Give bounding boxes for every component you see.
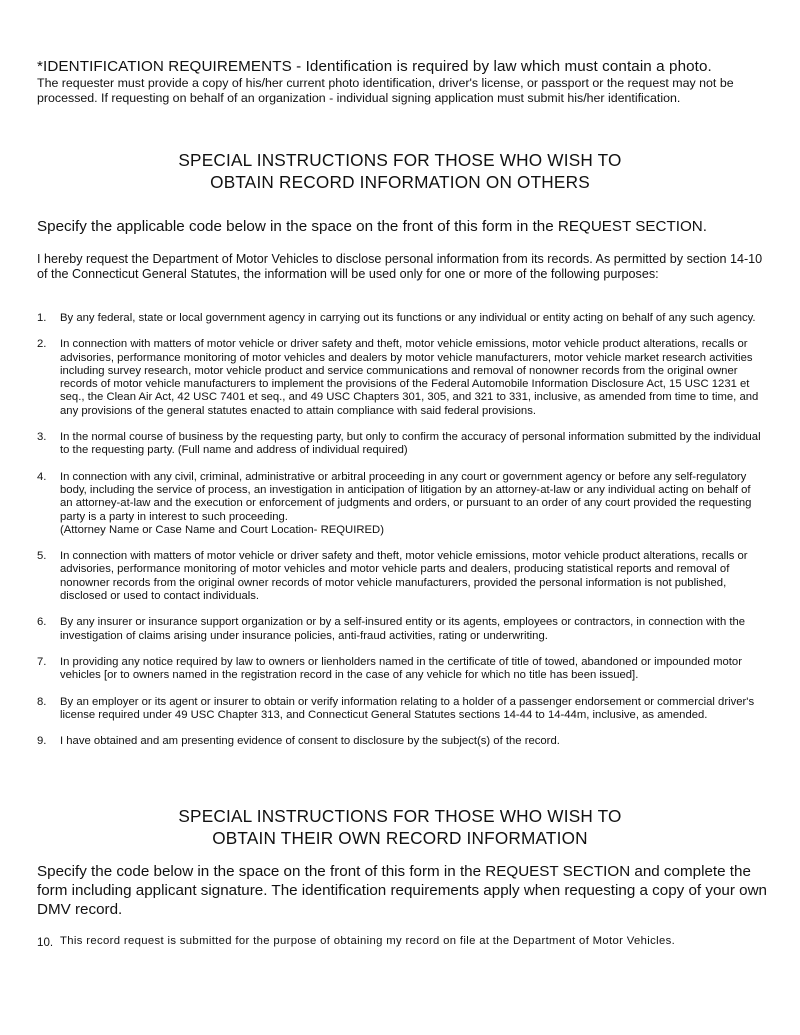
purpose-text: By an employer or its agent or insurer to obtain or verify information relating to a holder of a passenger endorsement or commercial driver's license required under 49 USC Chapter 313, and Connecticut General Statutes sections 14-44 to 14-44m, inclusive, as amended. (60, 695, 755, 721)
purpose-item-9 (37, 735, 767, 748)
purpose-item-7 (37, 656, 767, 683)
purpose-number: 10. (37, 936, 54, 949)
purpose-text: By any federal, state or local government agency in carrying out its functions or any individual or entity acting on behalf of any such agency. (60, 312, 756, 324)
purpose-item-2 (37, 338, 767, 418)
purpose-number: 8. (37, 695, 47, 708)
purpose-number: 3. (37, 431, 47, 444)
purpose-text: In connection with any civil, criminal, administrative or arbitral proceeding in any court or government agency or before any self-regulatory body, including the service of process, an investigation in anticipation of litigation by an attorney-at-law or any individual acting on behalf of an attorney-at-law and the execution or enforcement of judgments and orders, or pursuant to an order of any court provided the requesting party is a party in interest to such proceeding. (60, 470, 752, 523)
identification-detail: The requester must provide a copy of his/her current photo identification, driver's license, or passport or the request may not be processed. If requesting on behalf of an organization - individual signing application must submit his/her identification. (37, 76, 734, 105)
own-record-purpose-item (37, 934, 767, 950)
purpose-text: I have obtained and am presenting evidence of consent to disclosure by the subject(s) of the record. (60, 735, 560, 748)
others-specify-instruction: Specify the applicable code below in the space on the front of this form in the REQUEST SECTION. (37, 218, 707, 235)
purpose-item-4 (37, 471, 767, 537)
purpose-number: 7. (37, 655, 47, 668)
others-title-line2: OBTAIN RECORD INFORMATION ON OTHERS (210, 171, 590, 192)
purpose-item-1 (37, 312, 767, 325)
purpose-number: 6. (37, 616, 47, 629)
purpose-text: By any insurer or insurance support organization or by a self-insured entity or its agents, employees or contractors, in connection with the investigation of claims arising under insurance policies, anti-fraud activities, rating or underwriting. (60, 616, 746, 642)
own-section-title (0, 806, 800, 849)
purpose-required-note: (Attorney Name or Case Name and Court Location- REQUIRED) (60, 523, 384, 536)
purpose-number: 9. (37, 735, 47, 748)
purpose-text: This record request is submitted for the purpose of obtaining my record on file at the Department of Motor Vehicles. (60, 935, 676, 947)
purpose-number: 5. (37, 550, 47, 563)
purpose-item-6 (37, 616, 767, 643)
purpose-item-8 (37, 696, 767, 723)
purpose-text: In providing any notice required by law to owners or lienholders named in the certificate of title of towed, abandoned or impounded motor vehicles [or to owners named in the registration record in the case of any vehicle for which no title has been issued]. (60, 655, 742, 682)
purpose-item-5 (37, 550, 767, 603)
disclosure-request-intro: I hereby request the Department of Motor Vehicles to disclose personal information from its records. As permitted by section 14-10 of the Connecticut General Statutes, the information will be used only for one or more of the following purposes: (37, 252, 763, 281)
own-specify-instruction: Specify the code below in the space on the front of this form in the REQUEST SECTION and complete the form including applicant signature. The identification requirements apply when requesting a copy of your own DMV record. (37, 863, 767, 918)
purpose-number: 2. (37, 338, 47, 351)
purpose-text: In the normal course of business by the requesting party, but only to confirm the accuracy of personal information submitted by the individual to the requesting party. (Full name and address of individual required) (60, 431, 761, 457)
purpose-text: In connection with matters of motor vehicle or driver safety and theft, motor vehicle emissions, motor vehicle product alterations, recalls or advisories, performance monitoring of motor vehicles and motor vehicle parts and dealers, producing statistical reports and removal of nonowner records from the original owner records of motor vehicle manufacturers, provided the personal information is not published, disclosed or used to contact individuals. (60, 550, 748, 603)
own-title-line1: SPECIAL INSTRUCTIONS FOR THOSE WHO WISH TO (178, 806, 622, 826)
identification-headline: *IDENTIFICATION REQUIREMENTS - Identification is required by law which must contain a photo. (37, 58, 712, 75)
purpose-text: In connection with matters of motor vehicle or driver safety and theft, motor vehicle emissions, motor vehicle product alterations, recalls or advisories, performance monitoring of motor vehicles and dealers by motor vehicle manufacturers, motor vehicle market research activities including survey research, motor vehicle product and service communications and removal of nonowner records from the original owner records of motor vehicle manufacturers to implement the provisions of the Federal Automobile Information Disclosure Act, 15 USC 1231 et seq., the Clean Air Act, 42 USC 7401 et seq., and 49 USC Chapters 301, 305, and 321 to 331, inclusive, as amended from time to time, and any provisions of the general statutes enacted to attain compliance with said federal provisions. (60, 338, 759, 417)
purpose-list (37, 312, 767, 748)
purpose-text-group (60, 471, 767, 537)
identification-requirements (37, 58, 767, 106)
purpose-item-3 (37, 431, 767, 458)
others-title-line1: SPECIAL INSTRUCTIONS FOR THOSE WHO WISH TO (178, 150, 622, 170)
own-title-line2: OBTAIN THEIR OWN RECORD INFORMATION (212, 827, 588, 848)
purpose-number: 4. (37, 470, 47, 483)
others-section-title (0, 150, 800, 193)
purpose-number: 1. (37, 312, 47, 324)
